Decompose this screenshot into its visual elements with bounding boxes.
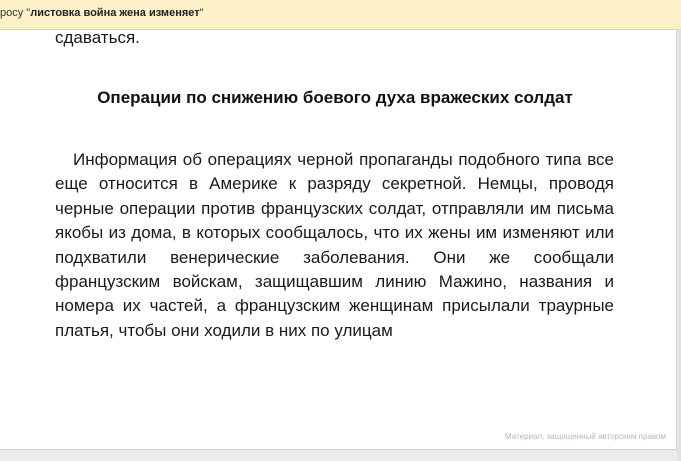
copyright-notice: Материал, защищенный авторским правом: [505, 432, 666, 441]
search-query-prefix: росу ": [0, 7, 31, 19]
search-query-suffix: ": [199, 7, 204, 19]
search-query-text: листовка война жена изменяет: [30, 7, 200, 19]
body-paragraph: Информация об операциях черной пропаганды подобного типа все еще относится в Америке к разряду секретной. Немцы, проводя черные операции против французских солдат, отправляли им письма якобы из дома, в которых сообщалось, что их жены им изменяют или подхватили венерические заболевания. Они же сообщали французским войскам, защищавшим линию Мажино, названия и номера их частей, а французским женщинам присылали траурные платья, чтобы они ходили в них по улицам: [55, 150, 614, 340]
book-page: [0, 30, 677, 450]
previous-paragraph-tail: сдаваться.: [55, 28, 140, 47]
search-query-banner: [0, 0, 681, 30]
page-gap: [0, 450, 677, 461]
section-heading: Операции по снижению боевого духа вражеских солдат: [97, 88, 573, 107]
vertical-scrollbar[interactable]: [677, 30, 681, 461]
